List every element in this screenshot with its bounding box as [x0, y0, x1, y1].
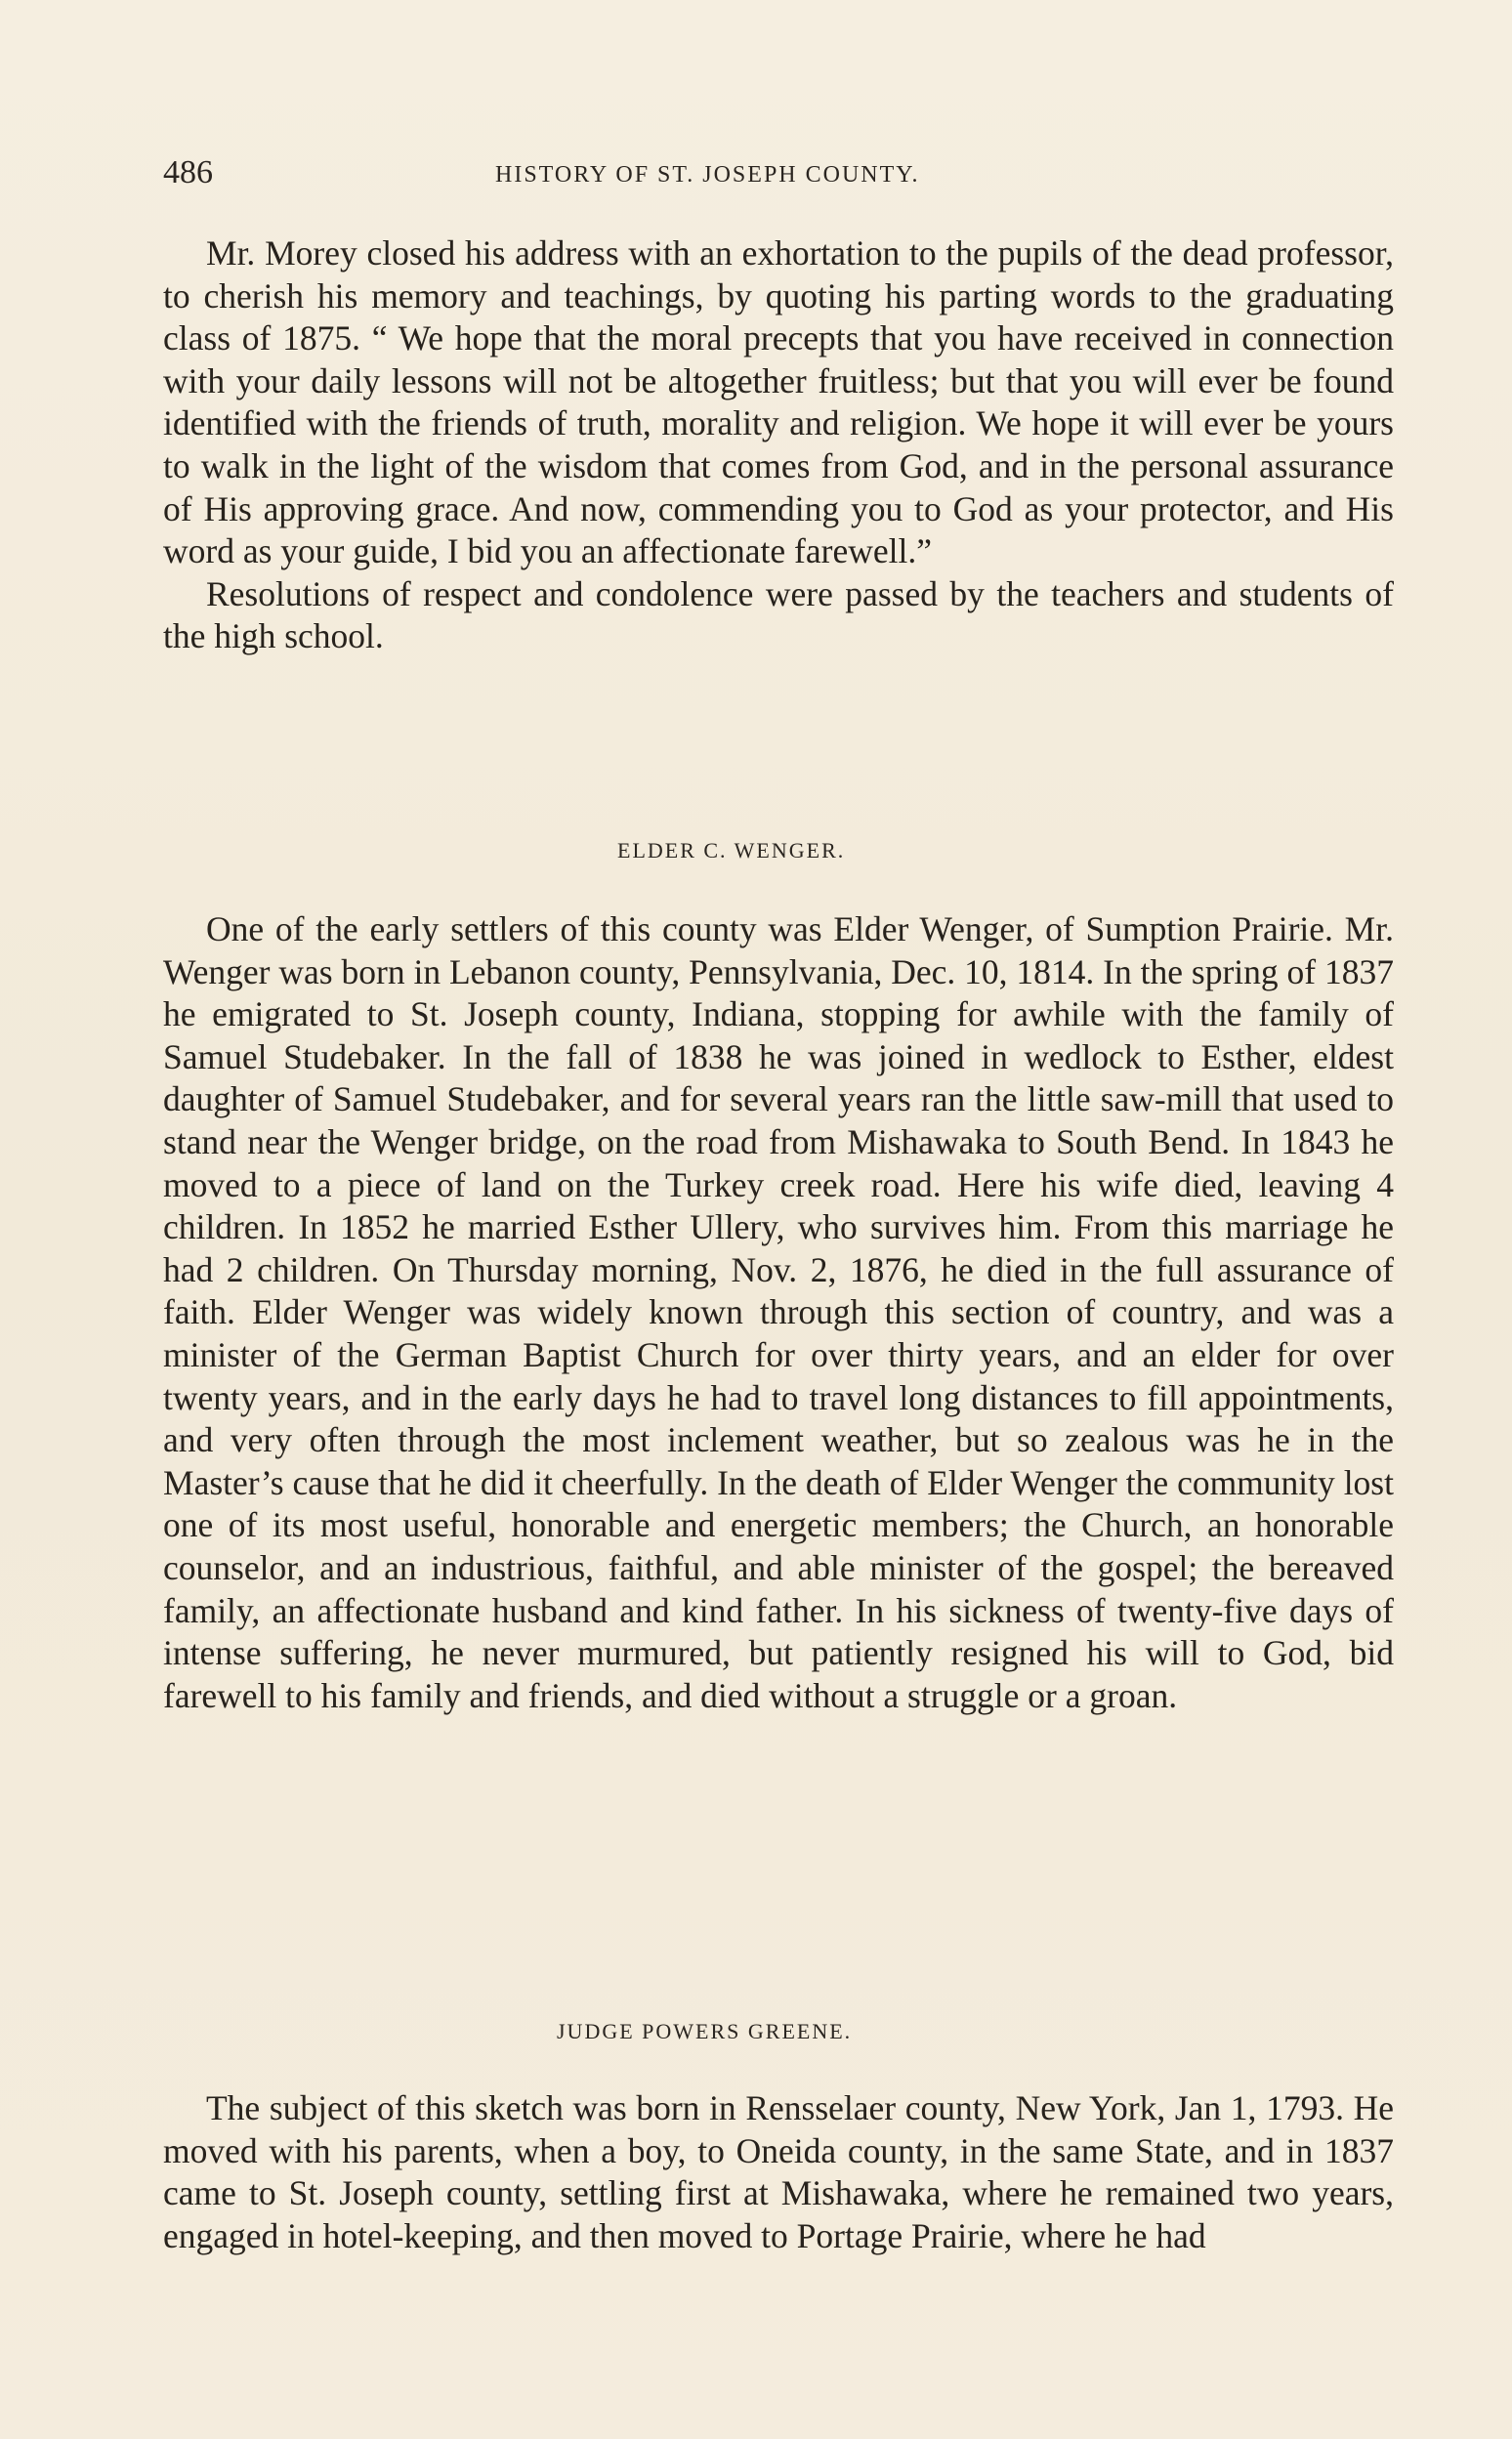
paragraph-wenger: One of the early settlers of this county was Elder Wenger, of Sumption Prairie. Mr. Wenger was born in Lebanon county, Pennsylvania, Dec. 10, 1814. In the spring of 1837 he emigrated to St. Joseph county, Indiana, stopping for awhile with the family of Samuel Studebaker. In the fall of 1838 he was joined in wedlock to Esther, eldest daughter of Samuel Studebaker, and for several years ran the little saw-mill that used to stand near the Wenger bridge, on the road from Mishawaka to South Bend. In 1843 he moved to a piece of land on the Turkey creek road. Here his wife died, leaving 4 children. In 1852 he married Esther Ullery, who survives him. From this marriage he had 2 children. On Thursday morning, Nov. 2, 1876, he died in the full assurance of faith. Elder Wenger was widely known through this section of country, and was a minister of the German Baptist Church for over thirty years, and an elder for over twenty years, and in the early days he had to travel long distances to fill appointments, and very often through the most inclement weather, but so zealous was he in the Master’s cause that he did it cheerfully. In the death of Elder Wenger the community lost one of its most useful, honorable and energetic members; the Church, an honorable counselor, and an industrious, faithful, and able minister of the gospel; the bereaved family, an affectionate husband and kind father. In his sickness of twenty-five days of intense suffering, he never murmured, but patiently resigned his will to God, bid farewell to his family and friends, and died without a struggle or a groan.	[163, 909, 1394, 1715]
paragraph-greene: The subject of this sketch was born in Rensselaer county, New York, Jan 1, 1793. He moved with his parents, when a boy, to Oneida county, in the same State, and in 1837 came to St. Joseph county, settling first at Mishawaka, where he remained two years, engaged in hotel-keeping, and then moved to Portage Prairie, where he had	[163, 2088, 1394, 2255]
running-head	[163, 153, 1394, 192]
text-block-morey	[163, 232, 1394, 658]
section-heading-greene: JUDGE POWERS GREENE.	[557, 2019, 853, 2043]
section-heading-wenger: ELDER C. WENGER.	[617, 838, 846, 862]
paragraph-morey-address: Mr. Morey closed his address with an exhortation to the pupils of the dead professor, to cherish his memory and teachings, by quoting his parting words to the graduating class of 1875. “ We hope that the moral precepts that you have received in connection with your daily lessons will not be altogether fruitless; but that you will ever be found identified with the friends of truth, morality and religion. We hope it will ever be yours to walk in the light of the wisdom that comes from God, and in the personal assurance of His approving grace. And now, commending you to God as your protector, and His word as your guide, I bid you an affectionate farewell.”	[163, 233, 1394, 571]
running-title: HISTORY OF ST. JOSEPH COUNTY.	[495, 162, 920, 188]
page-number: 486	[163, 154, 213, 190]
text-block-greene	[163, 2087, 1394, 2257]
paragraph-resolutions: Resolutions of respect and condolence were passed by the teachers and students of the high school.	[163, 573, 1394, 656]
text-block-wenger	[163, 908, 1394, 1717]
